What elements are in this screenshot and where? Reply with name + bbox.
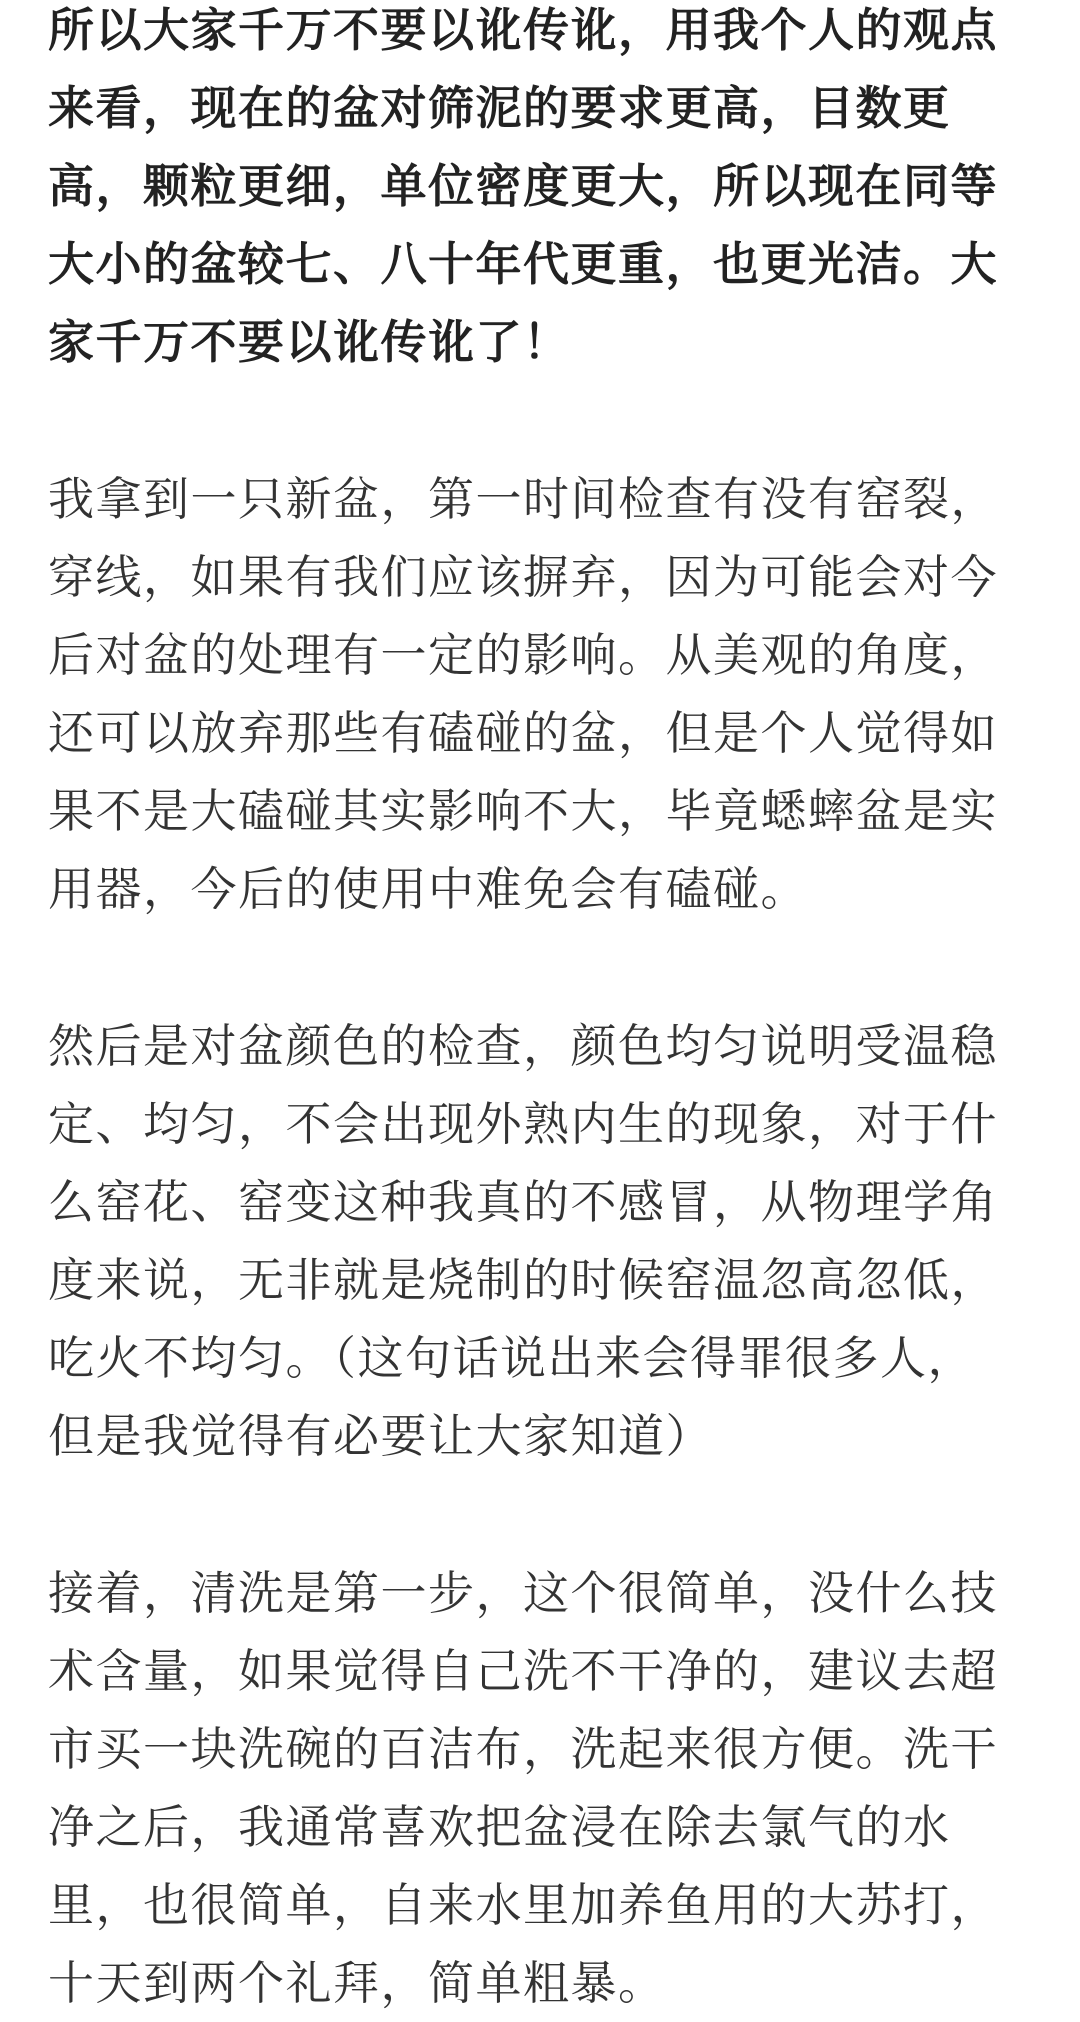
paragraph-line: 市买一块洗碗的百洁布，洗起来很方便。洗干 xyxy=(48,1722,998,1776)
paragraph-line: 用器，今后的使用中难免会有磕碰。 xyxy=(48,862,808,916)
paragraph-line: 度来说，无非就是烧制的时候窑温忽高忽低， xyxy=(48,1253,998,1307)
paragraph-line: 穿线，如果有我们应该摒弃，因为可能会对今 xyxy=(48,550,998,604)
paragraph-line: 我拿到一只新盆，第一时间检查有没有窑裂， xyxy=(48,472,998,526)
paragraph-line: 还可以放弃那些有磕碰的盆，但是个人觉得如 xyxy=(48,706,998,760)
paragraph-line: 净之后，我通常喜欢把盆浸在除去氯气的水 xyxy=(48,1800,951,1854)
paragraph-line: 但是我觉得有必要让大家知道） xyxy=(48,1409,713,1463)
paragraph-line: 接着，清洗是第一步，这个很简单，没什么技 xyxy=(48,1566,998,1620)
paragraph-line: 十天到两个礼拜，简单粗暴。 xyxy=(48,1956,666,2010)
paragraph-4 xyxy=(48,1554,1038,2022)
paragraph-line: 果不是大磕碰其实影响不大，毕竟蟋蟀盆是实 xyxy=(48,784,998,838)
paragraph-1 xyxy=(48,0,1038,381)
paragraph-line: 家千万不要以讹传讹了！ xyxy=(48,315,571,369)
paragraph-gap xyxy=(48,928,1038,1007)
paragraph-line: 来看，现在的盆对筛泥的要求更高，目数更 xyxy=(48,81,951,135)
paragraph-line: 么窑花、窑变这种我真的不感冒，从物理学角 xyxy=(48,1175,998,1229)
paragraph-line: 里，也很简单，自来水里加养鱼用的大苏打， xyxy=(48,1878,998,1932)
paragraph-line: 定、均匀，不会出现外熟内生的现象，对于什 xyxy=(48,1097,998,1151)
paragraph-line: 然后是对盆颜色的检查，颜色均匀说明受温稳 xyxy=(48,1019,998,1073)
paragraph-2 xyxy=(48,460,1038,928)
paragraph-3 xyxy=(48,1007,1038,1475)
paragraph-line: 所以大家千万不要以讹传讹，用我个人的观点 xyxy=(48,3,998,57)
paragraph-gap xyxy=(48,381,1038,460)
paragraph-line: 高，颗粒更细，单位密度更大，所以现在同等 xyxy=(48,159,998,213)
article-body xyxy=(48,0,1038,2022)
paragraph-line: 后对盆的处理有一定的影响。从美观的角度， xyxy=(48,628,998,682)
paragraph-line: 术含量，如果觉得自己洗不干净的，建议去超 xyxy=(48,1644,998,1698)
paragraph-gap xyxy=(48,1475,1038,1554)
paragraph-line: 吃火不均匀。（这句话说出来会得罪很多人， xyxy=(48,1331,975,1385)
paragraph-line: 大小的盆较七、八十年代更重，也更光洁。大 xyxy=(48,237,998,291)
